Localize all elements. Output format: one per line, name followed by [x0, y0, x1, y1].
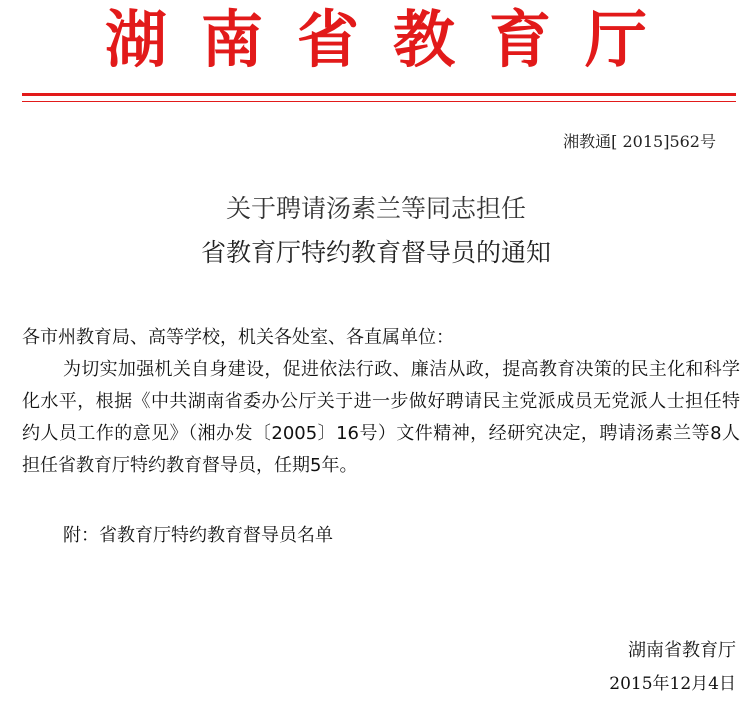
- salutation: 各市州教育局、高等学校，机关各处室、各直属单位：: [22, 327, 454, 348]
- masthead: [0, 0, 752, 80]
- issue-date: 2015年12月4日: [609, 674, 736, 694]
- masthead-title: 湖南省教育厅: [104, 3, 681, 76]
- notice-title-line-2: 省教育厅特约教育督导员的通知: [200, 238, 551, 267]
- body-paragraph: 为切实加强机关自身建设，促进依法行政、廉洁从政，提高教育决策的民主化和科学化水平，根据《中共湖南省委办公厅关于进一步做好聘请民主党派成员无党派人士担任特约人员工作的意见》（湘办发〔2005〕16号）文件精神，经研究决定，聘请汤素兰等8人担任省教育厅特约教育督导员，任期5年。: [22, 359, 740, 476]
- attachment-note: 附：省教育厅特约教育督导员名单: [63, 525, 333, 546]
- notice-title-line-1: 关于聘请汤素兰等同志担任: [225, 194, 526, 223]
- red-rule-thick: [22, 93, 736, 96]
- red-rule-thin: [22, 101, 736, 102]
- document-number: 湘教通[ 2015]562号: [563, 132, 716, 151]
- issuer-signature: 湖南省教育厅: [628, 640, 736, 661]
